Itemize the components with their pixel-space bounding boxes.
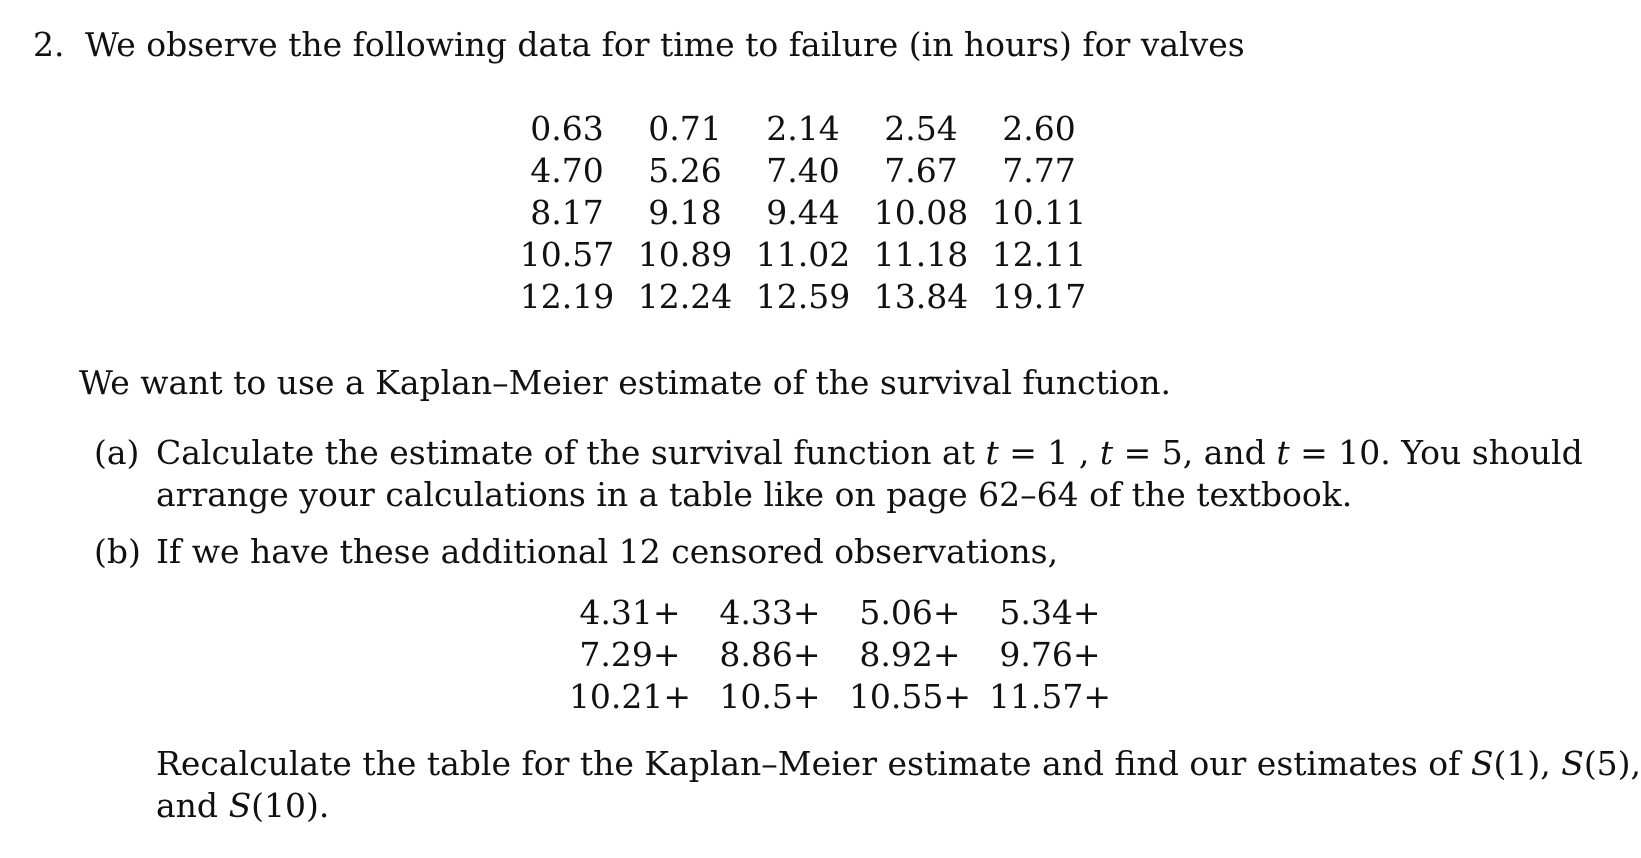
censored-time-cell: 7.29+ bbox=[579, 635, 681, 674]
problem-number: 2. bbox=[33, 25, 65, 64]
recalc-and: and bbox=[156, 786, 219, 825]
failure-time-cell: 13.84 bbox=[873, 277, 969, 316]
failure-time-cell: 10.08 bbox=[873, 193, 969, 232]
recalc-line-1 bbox=[156, 744, 1641, 783]
failure-time-cell: 7.77 bbox=[1002, 151, 1076, 190]
censored-time-cell: 10.55+ bbox=[848, 677, 972, 716]
failure-time-cell: 10.57 bbox=[519, 235, 615, 274]
s-of-1: (1), bbox=[1493, 744, 1551, 783]
t-variable: t bbox=[1099, 433, 1114, 472]
failure-time-cell: 19.17 bbox=[991, 277, 1087, 316]
failure-time-cell: 10.11 bbox=[991, 193, 1087, 232]
part-b-label: (b) bbox=[94, 532, 141, 571]
part-a-line-2: arrange your calculations in a table like on page 62–64 of the textbook. bbox=[156, 475, 1353, 514]
s-variable: S bbox=[1561, 744, 1584, 783]
failure-time-cell: 12.24 bbox=[637, 277, 733, 316]
failure-time-cell: 12.59 bbox=[755, 277, 851, 316]
problem-intro: We observe the following data for time to failure (in hours) for valves bbox=[85, 25, 1245, 64]
recalc-line-2 bbox=[156, 786, 330, 825]
s-variable: S bbox=[228, 786, 252, 825]
part-a-line-1 bbox=[156, 433, 1583, 472]
t-variable: t bbox=[1276, 433, 1290, 472]
failure-time-cell: 2.54 bbox=[884, 109, 958, 148]
s-of-5: (5), bbox=[1583, 744, 1641, 783]
failure-time-cell: 0.63 bbox=[530, 109, 604, 148]
failure-time-cell: 12.19 bbox=[519, 277, 615, 316]
t-equals-1: = 1 , bbox=[1009, 433, 1090, 472]
censored-time-cell: 9.76+ bbox=[999, 635, 1101, 674]
failure-time-cell: 9.18 bbox=[648, 193, 722, 232]
recalc-text: Recalculate the table for the Kaplan–Meier estimate and find our estimates of bbox=[156, 744, 1461, 783]
failure-times-table bbox=[508, 109, 1098, 322]
censored-time-cell: 10.21+ bbox=[568, 677, 692, 716]
km-sentence: We want to use a Kaplan–Meier estimate of the survival function. bbox=[79, 363, 1172, 402]
censored-time-cell: 11.57+ bbox=[988, 677, 1112, 716]
t-equals-5: = 5, and bbox=[1123, 433, 1266, 472]
censored-time-cell: 10.5+ bbox=[719, 677, 821, 716]
part-a-label: (a) bbox=[94, 433, 140, 472]
censored-time-cell: 5.06+ bbox=[859, 593, 961, 632]
failure-time-cell: 9.44 bbox=[766, 193, 840, 232]
failure-time-cell: 7.40 bbox=[766, 151, 840, 190]
s-of-10: (10). bbox=[251, 786, 330, 825]
failure-time-cell: 5.26 bbox=[648, 151, 722, 190]
failure-time-cell: 8.17 bbox=[530, 193, 604, 232]
failure-time-cell: 0.71 bbox=[648, 109, 722, 148]
censored-time-cell: 5.34+ bbox=[999, 593, 1101, 632]
t-equals-10: = 10. You should bbox=[1300, 433, 1583, 472]
part-a-text: Calculate the estimate of the survival function at bbox=[156, 433, 975, 472]
failure-time-cell: 10.89 bbox=[637, 235, 733, 274]
failure-time-cell: 11.18 bbox=[873, 235, 969, 274]
part-b-line-1: If we have these additional 12 censored observations, bbox=[156, 532, 1059, 571]
t-variable: t bbox=[985, 433, 999, 472]
failure-time-cell: 2.14 bbox=[766, 109, 840, 148]
censored-observations-table bbox=[560, 593, 1120, 722]
censored-time-cell: 8.92+ bbox=[859, 635, 961, 674]
failure-time-cell: 4.70 bbox=[530, 151, 604, 190]
censored-time-cell: 8.86+ bbox=[719, 635, 821, 674]
failure-time-cell: 7.67 bbox=[884, 151, 958, 190]
censored-time-cell: 4.31+ bbox=[579, 593, 681, 632]
failure-time-cell: 11.02 bbox=[755, 235, 851, 274]
failure-time-cell: 12.11 bbox=[991, 235, 1087, 274]
problem-heading bbox=[33, 25, 1245, 64]
censored-time-cell: 4.33+ bbox=[719, 593, 821, 632]
failure-time-cell: 2.60 bbox=[1002, 109, 1076, 148]
s-variable: S bbox=[1470, 744, 1494, 783]
